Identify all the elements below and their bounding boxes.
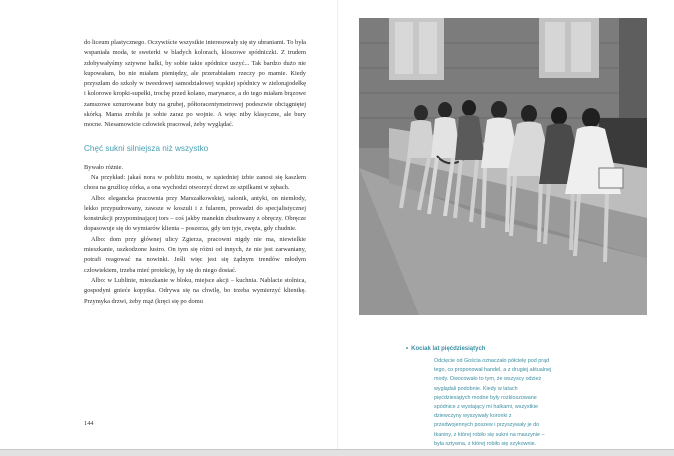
body-paragraph: Bywało różnie. <box>84 163 124 171</box>
sidebar-text: Odcięcie od Gościa oznaczało półcielę pod prąd tego, co proponował handel, a z drugiej aktualnej mody. Owocowało to tym, że wszyscy odzież wyglądali podobnie. Kiedy w latach pięćdziesiątych modne były rozkloszowane spódnice z wystający mi halkami, wszystkie dziewczyny wyszywały koronki z przedwojennych poszew i przyszywały je do tkaniny, z której robiło się sukni na maszynie – była sztywna, z której robiło się szykownie. <box>434 358 552 447</box>
body-paragraph: do liceum plastycznego. Oczywiście wszystkie interesowały się sty ubraniami. To była wspaniała moda, te sweterki w bladych kolorach, kloszowe spódniczki. Z trudem zdobywałyśmy sztywne halki, by sobie takie spódnice uszyć... Tak bardzo dużo nie kupowałam, bo nie miałam pieniędzy, ale przerabiałam rzeczy po mamie. Kiedy przyszłam do szkoły w tweedowej samodziałowej wąskiej spódnicy w zielonąjodełkę i kolorowe kropki-supełki, trochę przed kolano, marynarce, a do tego miałam brązowe zamszowe sznurowane buty na grubej, półtoracentymetrowej podeszwie obciągniętej skórką. Mama zrobiła je sobie zaraz po wojnie. A więc niby klasyczne, ale bury mocne. Niesamowicie człowiek pracował, żeby wyglądać. <box>84 39 306 129</box>
section-heading: Chęć sukni silniejsza niż wszystko <box>84 143 209 153</box>
sidebar-box <box>406 346 614 449</box>
body-paragraph: Albo: w Lublinie, mieszkanie w bloku, miejsce akcji – kuchnia. Nablacie stolnica, gospodyni gnieće kopytka. Odrywa się na chwilę, bo trzeba wymierzyć klientkę. Przymyka drzwi, żeby mąż (kręci się po domu <box>84 276 306 305</box>
page-number: 144 <box>84 420 94 427</box>
sidebar-title <box>406 346 602 352</box>
left-page-text <box>84 38 306 307</box>
sidebar-title-text: Kociak lat pięćdziesiątych <box>411 346 486 352</box>
bullet-icon: • <box>406 346 409 352</box>
page-fold <box>337 0 338 455</box>
body-paragraph: Albo: elegancka pracownia przy Marszałkowskiej, salonik, antyki, on niemłody, lekko przypudrowany, zawsze w koszuli i z fularem, prowadzi do specjalistycznej konstrukcji przypominającej tors – coś jakby manekin zbudowany z obręczy. Obręcze dopasowuje się do wymiarów klienta – poszerza, gdy ten tyje, zwęża, gdy chudnie. <box>84 194 306 233</box>
body-paragraph: Na przykład: jakaś nora w pobliżu mostu, w sąsiedniej izbie zanosi się kaszlem chora na gruźlicę córka, a ona wychodzi otworzyć drzwi ze szpilkami w zębach. <box>84 173 306 192</box>
body-paragraph: Albo: dom przy głównej ulicy Zgierza, pracowni nigdy nie ma, niewielkie mieszkanie, uszkodzone lustro. On tym się różni od innych, że nie jest zarwaniany, potrafi reagować na nowinki. Jeśli więc jest się żądnym trendów młodym człowiekiem, trzeba mieć protekcję, by się do niego dostać. <box>84 235 306 274</box>
archival-photograph <box>359 18 647 315</box>
photo-women-on-bench-icon <box>359 18 647 315</box>
